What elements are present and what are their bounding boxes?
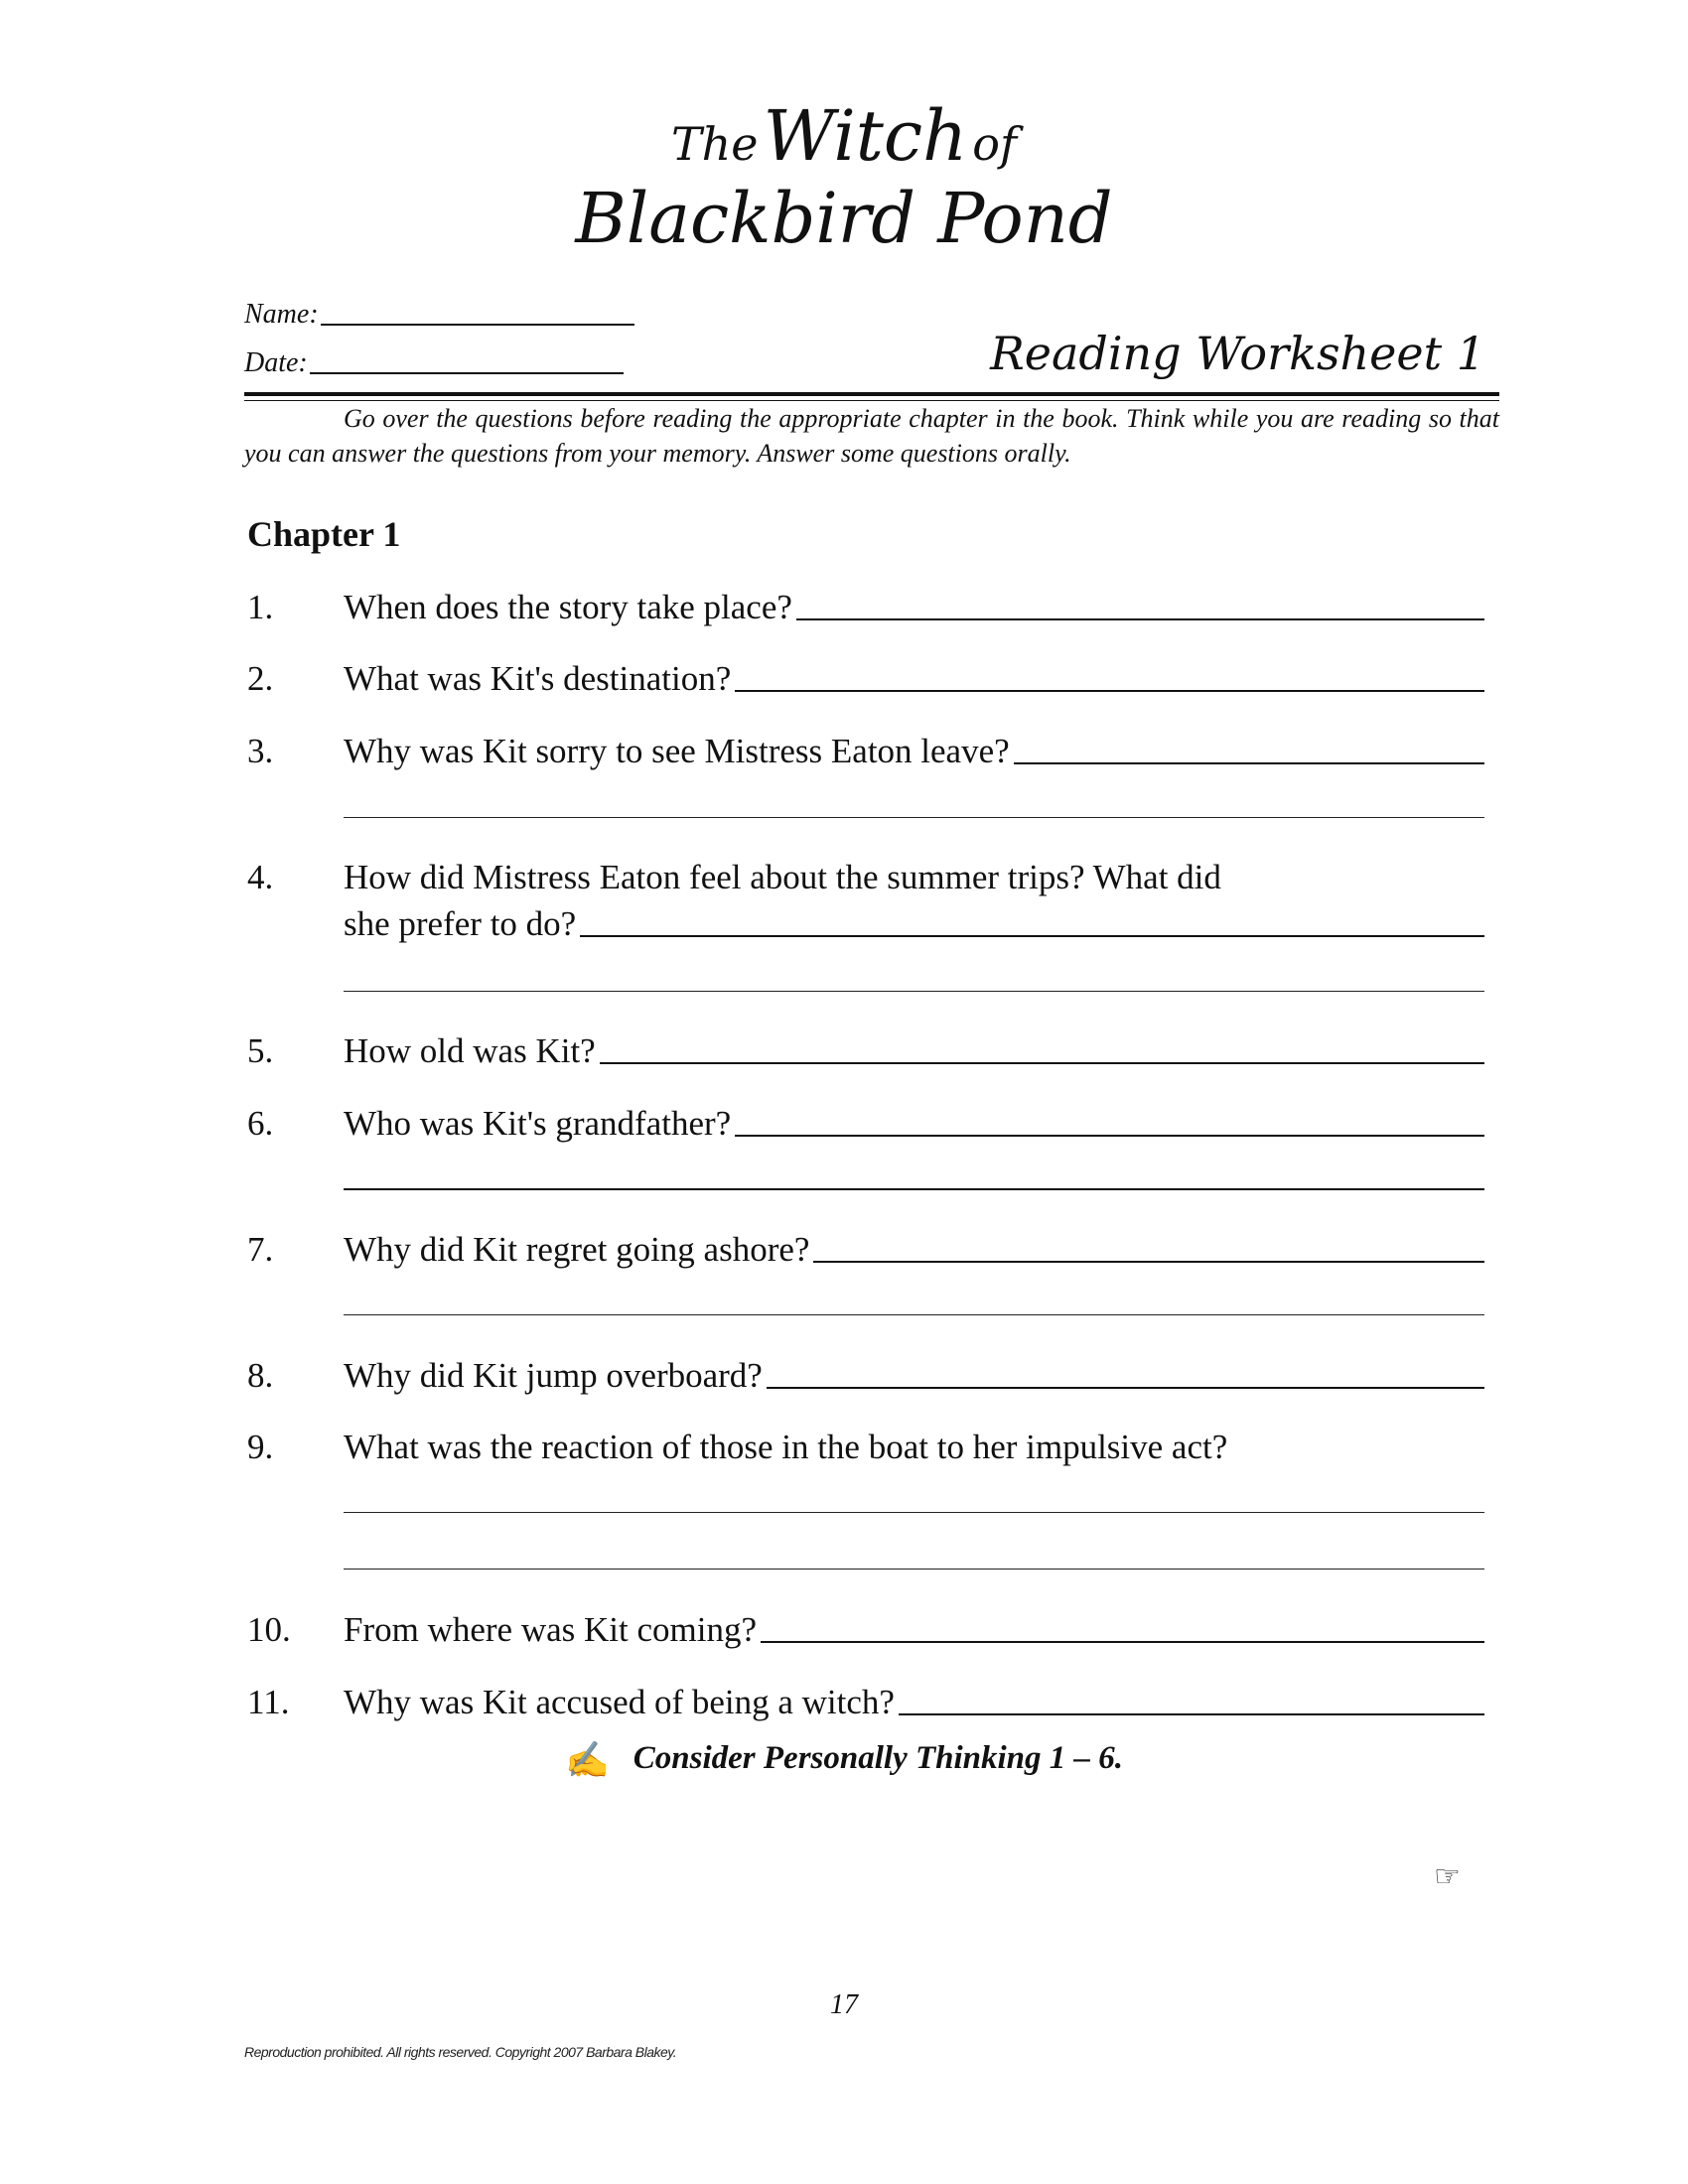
title-word-the: The (671, 117, 759, 171)
answer-line[interactable] (767, 1387, 1484, 1389)
question-text-continued: she prefer to do? (344, 904, 577, 943)
answer-line[interactable] (796, 618, 1484, 620)
answer-line[interactable] (1014, 762, 1484, 764)
answer-line[interactable] (899, 1713, 1484, 1715)
title-word-of: of (972, 117, 1017, 171)
title-word-witch: Witch (763, 95, 968, 177)
name-field[interactable] (244, 301, 634, 329)
question-number: 3. (247, 732, 274, 770)
pencil-writing-icon: ✍ (564, 1740, 610, 1781)
question-number: 2. (247, 659, 274, 698)
answer-line[interactable] (735, 1135, 1484, 1137)
answer-line-extra[interactable] (344, 1512, 1484, 1513)
question-number: 10. (247, 1610, 291, 1649)
question-text: How did Mistress Eaton feel about the summer trips? What did (344, 858, 1221, 896)
copyright-notice: Reproduction prohibited. All rights reserved. Copyright 2007 Barbara Blakey. (244, 2044, 677, 2060)
date-field[interactable] (244, 349, 624, 377)
date-blank-line[interactable] (310, 370, 624, 374)
date-label: Date: (244, 347, 308, 378)
instructions-paragraph: Go over the questions before reading the appropriate chapter in the book. Think while you are reading so that you can answer the questions from your memory. Answer some questions orally. (244, 404, 1499, 468)
consider-note (0, 1740, 1688, 1781)
question-text: Why was Kit accused of being a witch? (344, 1683, 895, 1721)
answer-line[interactable] (735, 690, 1484, 692)
question-number: 1. (247, 588, 274, 626)
header-divider-thick (244, 392, 1499, 396)
question-text: How old was Kit? (344, 1031, 596, 1070)
question-text: Why did Kit jump overboard? (344, 1356, 763, 1395)
question-text: Who was Kit's grandfather? (344, 1104, 732, 1143)
answer-line[interactable] (813, 1261, 1484, 1263)
name-blank-line[interactable] (321, 322, 634, 326)
answer-line-extra[interactable] (344, 1314, 1484, 1315)
question-number: 11. (247, 1683, 290, 1721)
chapter-heading: Chapter 1 (247, 514, 401, 554)
question-text: Why was Kit sorry to see Mistress Eaton leave? (344, 732, 1010, 770)
question-number: 6. (247, 1104, 274, 1143)
question-number: 8. (247, 1356, 274, 1395)
question-text: What was the reaction of those in the boat to her impulsive act? (344, 1428, 1228, 1466)
answer-line-extra[interactable] (344, 817, 1484, 818)
question-number: 5. (247, 1031, 274, 1070)
name-label: Name: (244, 299, 319, 330)
question-number: 4. (247, 858, 274, 896)
page-number: 17 (830, 1989, 858, 2020)
worksheet-title: Reading Worksheet 1 (990, 327, 1485, 380)
answer-line[interactable] (600, 1062, 1484, 1064)
answer-line[interactable] (761, 1641, 1484, 1643)
answer-line-extra[interactable] (344, 1188, 1484, 1190)
book-title-line-2: Blackbird Pond (575, 178, 1113, 259)
question-text: When does the story take place? (344, 588, 792, 626)
answer-line-extra[interactable] (344, 991, 1484, 992)
question-number: 7. (247, 1230, 274, 1269)
answer-line[interactable] (580, 935, 1484, 937)
question-text: From where was Kit coming? (344, 1610, 758, 1649)
question-number: 9. (247, 1428, 274, 1466)
book-title-line-1 (0, 95, 1688, 177)
consider-text: Consider Personally Thinking 1 – 6. (633, 1740, 1124, 1776)
question-text: Why did Kit regret going ashore? (344, 1230, 810, 1269)
question-text: What was Kit's destination? (344, 659, 732, 698)
answer-line-extra[interactable] (344, 1569, 1484, 1570)
pointing-hand-icon: ☞ (1434, 1859, 1461, 1894)
